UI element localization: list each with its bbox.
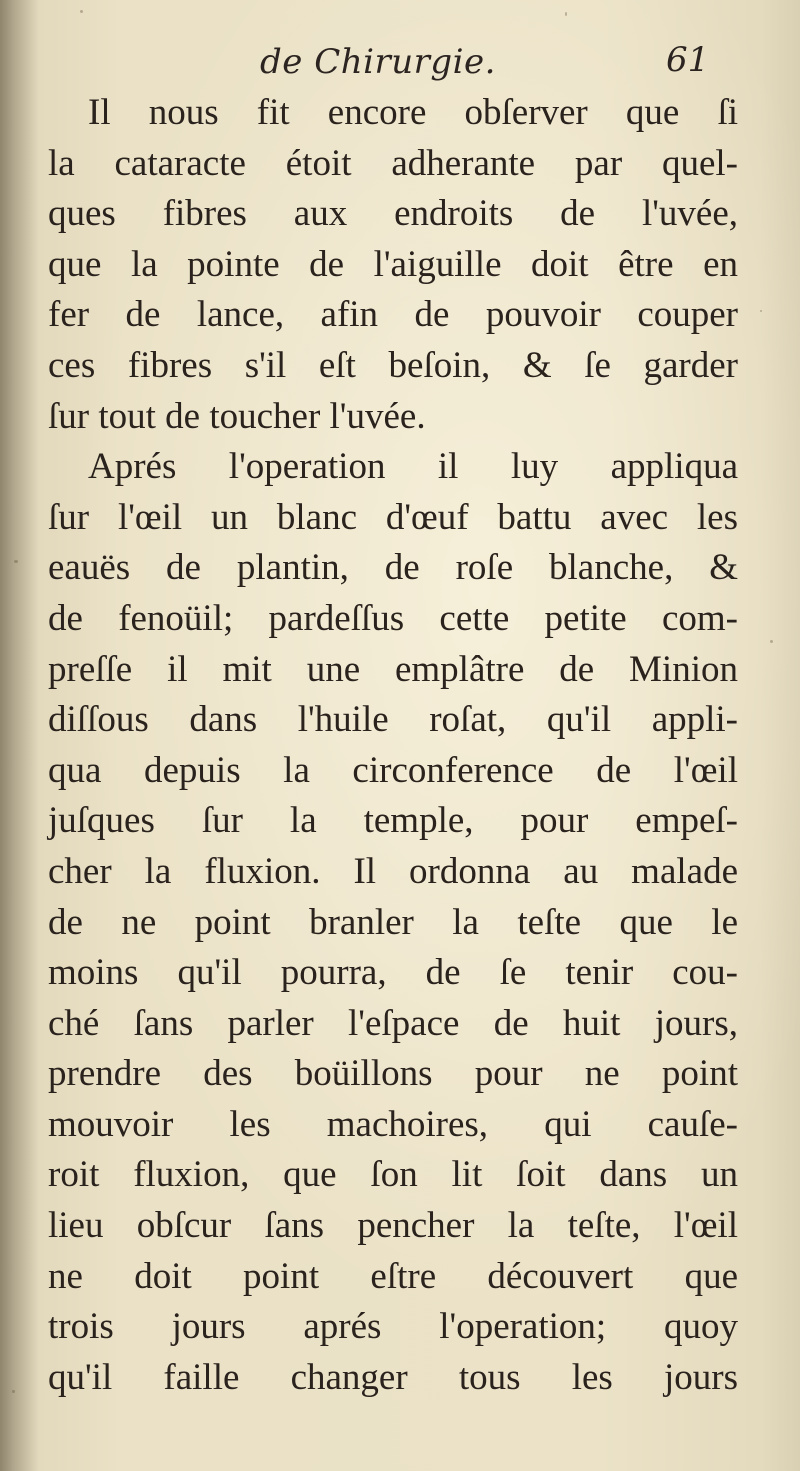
text-line: fer de lance, afin de pouvoir couper <box>48 294 738 336</box>
text-line: ces fibres s'il eſt beſoin, & ſe garder <box>48 344 738 386</box>
text-line: roit fluxion, que ſon lit ſoit dans un <box>48 1154 738 1196</box>
paper-speck <box>12 1390 15 1393</box>
text-line: qu'il faille changer tous les jours <box>48 1356 738 1398</box>
text-line: ché ſans parler l'eſpace de huit jours, <box>48 1002 738 1044</box>
text-line: lieu obſcur ſans pencher la teſte, l'œil <box>48 1205 738 1247</box>
text-line: diſſous dans l'huile roſat, qu'il appli- <box>48 699 738 741</box>
text-line: eauës de plantin, de roſe blanche, & <box>48 547 738 589</box>
text-line: de fenoüil; pardeſſus cette petite com- <box>48 597 738 639</box>
paper-speck <box>80 10 83 13</box>
page-number: 61 <box>666 40 710 80</box>
text-line: qua depuis la circonference de l'œil <box>48 749 738 791</box>
gutter-shadow <box>0 0 38 1471</box>
text-line: ne doit point eſtre découvert que <box>48 1255 738 1297</box>
text-line: Il nous fit encore obſerver que ſi <box>88 92 738 133</box>
text-line: Aprés l'operation il luy appliqua <box>88 446 738 488</box>
text-line: trois jours aprés l'operation; quoy <box>48 1306 738 1348</box>
body-text <box>48 88 738 1403</box>
text-line: moins qu'il pourra, de ſe tenir cou- <box>48 952 738 994</box>
text-line: prendre des boüillons pour ne point <box>48 1053 738 1095</box>
text-line: ſur l'œil un blanc d'œuf battu avec les <box>48 496 738 538</box>
paper-speck <box>14 560 18 563</box>
paper-speck <box>565 12 567 16</box>
text-line: la cataracte étoit adherante par quel- <box>48 142 738 184</box>
text-line: juſques ſur la temple, pour empeſ- <box>48 800 738 842</box>
running-title: de Chirurgie. <box>260 42 496 82</box>
text-line: de ne point branler la teſte que le <box>48 901 738 943</box>
paper-speck <box>770 640 773 643</box>
text-line: cher la fluxion. Il ordonna au malade <box>48 850 738 892</box>
paper-speck <box>760 310 762 312</box>
text-line: que la pointe de l'aiguille doit être en <box>48 243 738 285</box>
text-line: ques fibres aux endroits de l'uvée, <box>48 193 738 235</box>
text-line: preſſe il mit une emplâtre de Minion <box>48 648 738 690</box>
text-line: mouvoir les machoires, qui cauſe- <box>48 1103 738 1145</box>
text-line: ſur tout de toucher l'uvée. <box>48 395 426 437</box>
